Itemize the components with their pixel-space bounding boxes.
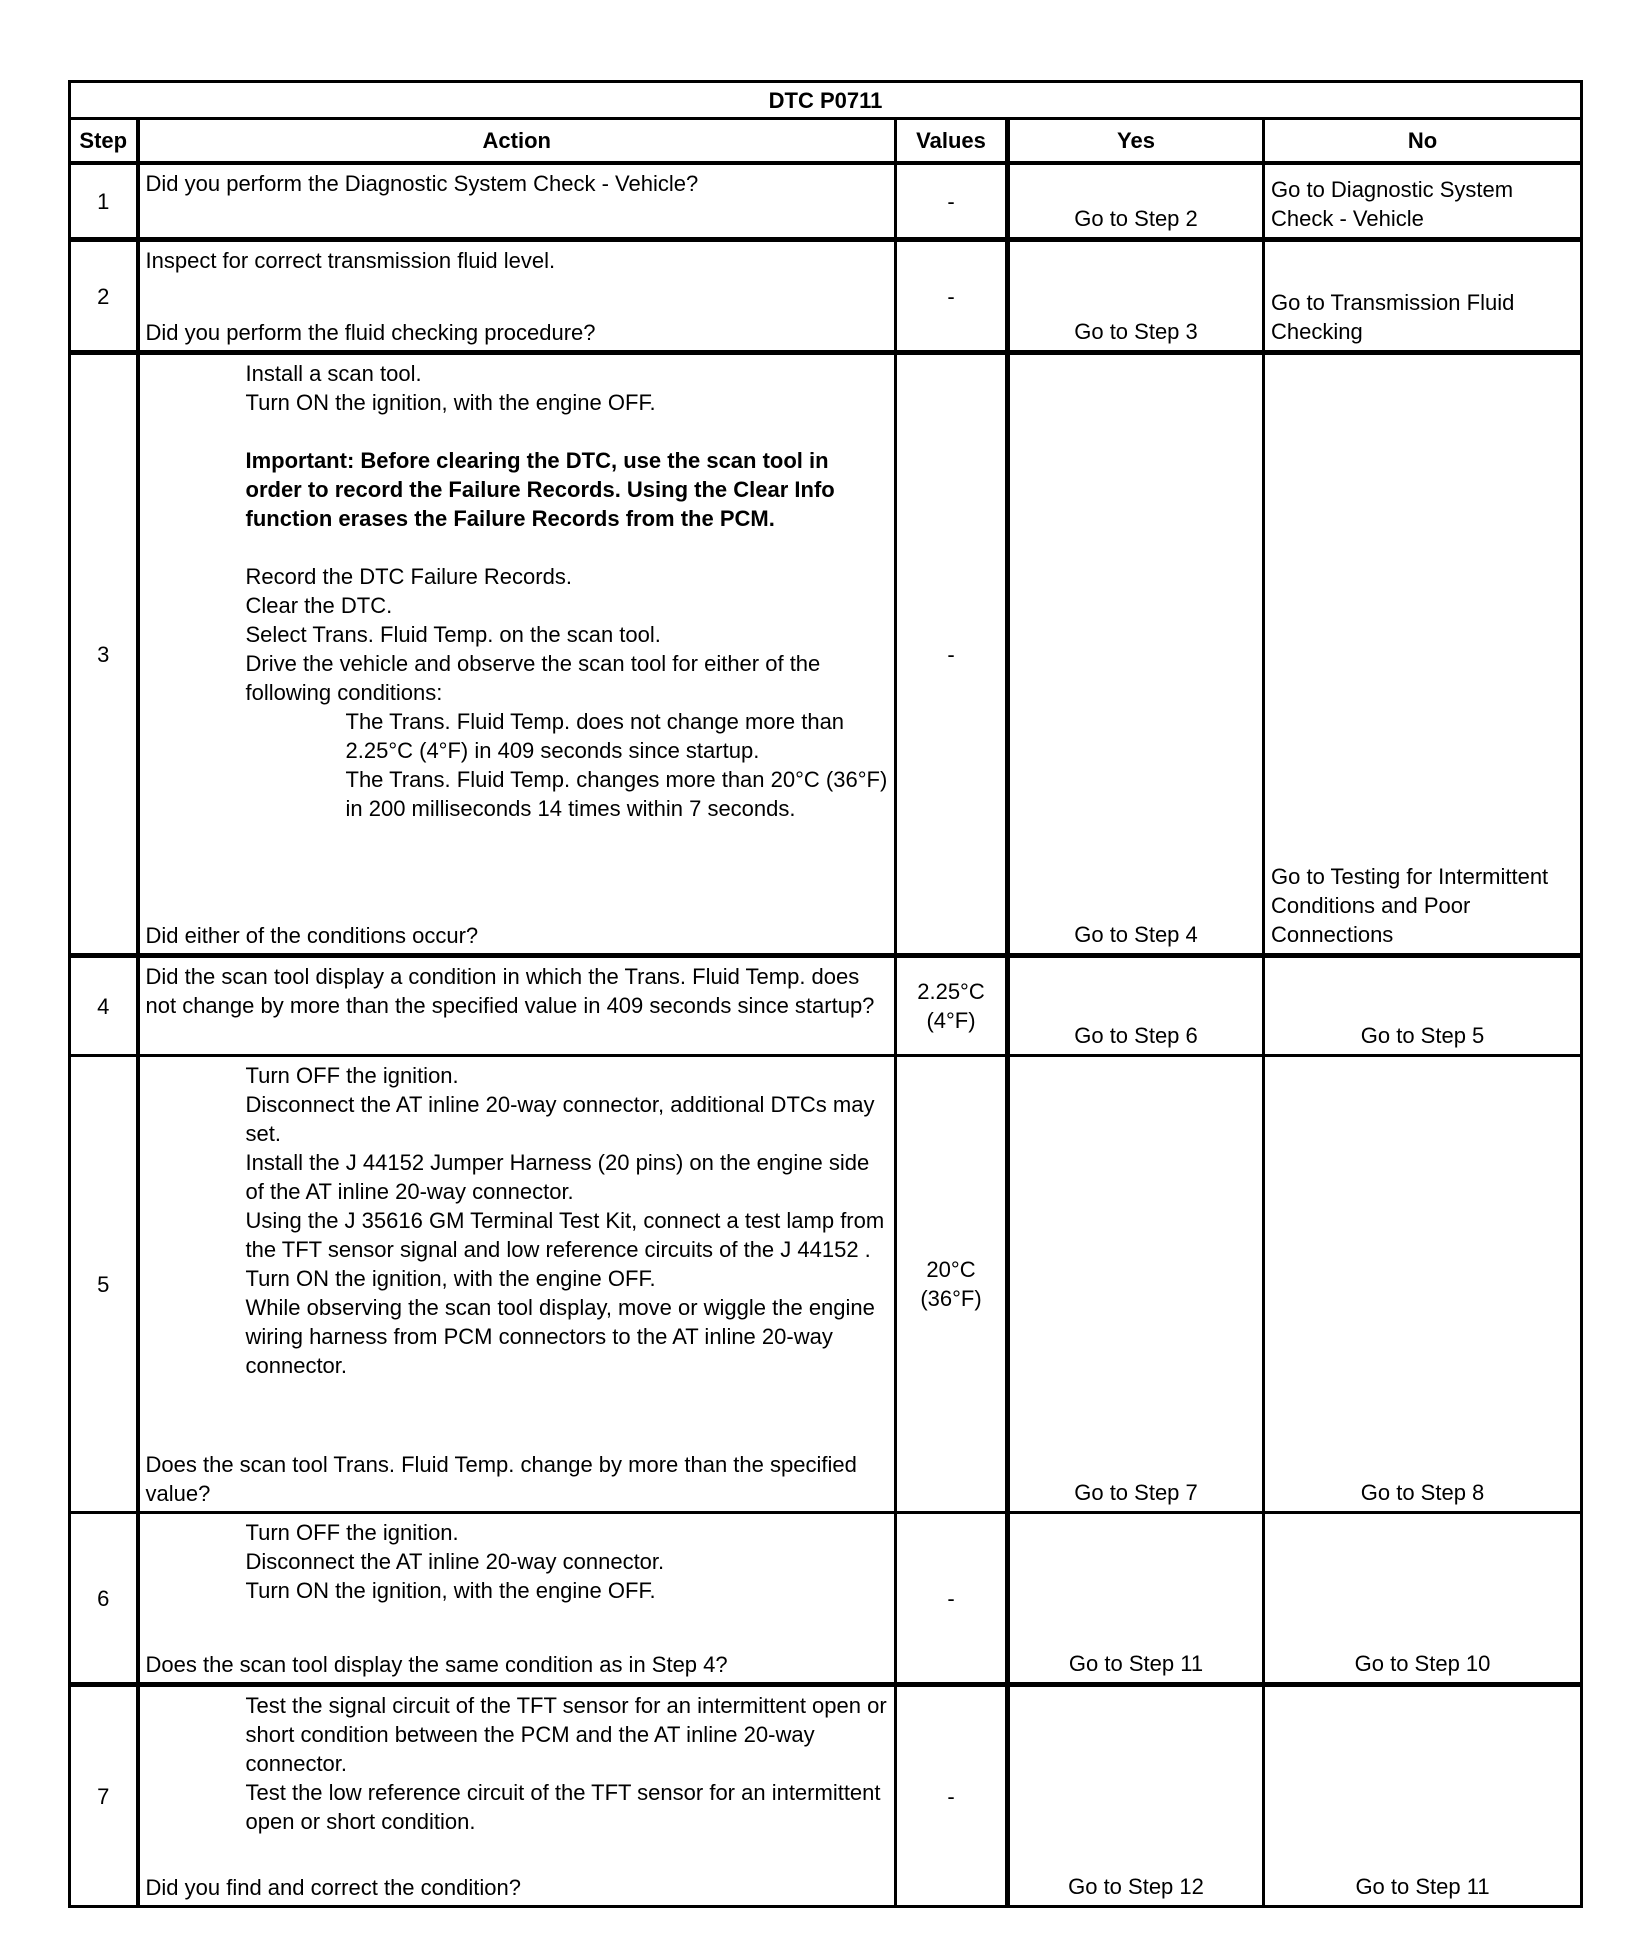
value-cell: - [896, 353, 1008, 956]
table-row [70, 1685, 1582, 1907]
header-row [70, 119, 1582, 164]
no-cell: Go to Step 11 [1264, 1685, 1582, 1907]
instruction: Clear the DTC. [245, 593, 393, 618]
action-cell [138, 1513, 896, 1685]
action-text: Did you perform the Diagnostic System Check - Vehicle? [145, 171, 699, 196]
header-yes: Yes [1008, 119, 1264, 164]
value-cell [896, 1056, 1008, 1513]
instruction: Using the J 35616 GM Terminal Test Kit, connect a test lamp from the TFT sensor signal and low reference circuits of the J 44152 . [245, 1208, 885, 1262]
action-cell [138, 1056, 896, 1513]
yes-cell: Go to Step 7 [1008, 1056, 1264, 1513]
yes-cell: Go to Step 4 [1008, 353, 1264, 956]
table-row [70, 163, 1582, 240]
instruction: Turn OFF the ignition. [245, 1520, 459, 1545]
value-line: (4°F) [926, 1008, 976, 1033]
header-values: Values [896, 119, 1008, 164]
no-cell: Go to Step 5 [1264, 956, 1582, 1056]
action-text: Did the scan tool display a condition in which the Trans. Fluid Temp. does not change by more than the specified value in 409 seconds since startup? [145, 964, 875, 1018]
action-cell [138, 240, 896, 353]
yes-cell: Go to Step 11 [1008, 1513, 1264, 1685]
step-number: 2 [70, 240, 138, 353]
instruction: Turn ON the ignition, with the engine OFF. [245, 1578, 656, 1603]
instruction: Select Trans. Fluid Temp. on the scan tool. [245, 622, 661, 647]
no-cell: Go to Step 10 [1264, 1513, 1582, 1685]
table-row [70, 1513, 1582, 1685]
instruction: Record the DTC Failure Records. [245, 564, 572, 589]
action-question: Did you find and correct the condition? [145, 1875, 521, 1900]
instruction: Turn ON the ignition, with the engine OFF. [245, 390, 656, 415]
step-number: 1 [70, 163, 138, 240]
yes-cell: Go to Step 3 [1008, 240, 1264, 353]
table-row [70, 956, 1582, 1056]
action-cell [138, 353, 896, 956]
instruction: Test the low reference circuit of the TFT sensor for an intermittent open or short condition. [245, 1780, 881, 1834]
instruction: Drive the vehicle and observe the scan tool for either of the following conditions: [245, 651, 821, 705]
yes-cell: Go to Step 12 [1008, 1685, 1264, 1907]
value-line: 2.25°C [917, 979, 985, 1004]
value-cell: - [896, 1513, 1008, 1685]
action-text: Inspect for correct transmission fluid level. [145, 248, 556, 273]
header-step: Step [70, 119, 138, 164]
action-cell [138, 1685, 896, 1907]
condition: The Trans. Fluid Temp. changes more than 20°C (36°F) in 200 milliseconds 14 times within 7 seconds. [345, 767, 888, 821]
no-cell: Go to Diagnostic System Check - Vehicle [1264, 163, 1582, 240]
instruction: Turn OFF the ignition. [245, 1063, 459, 1088]
table-row [70, 1056, 1582, 1513]
instruction: Disconnect the AT inline 20-way connector, additional DTCs may set. [245, 1092, 875, 1146]
table-row [70, 240, 1582, 353]
instruction: Turn ON the ignition, with the engine OFF. [245, 1266, 656, 1291]
instruction: While observing the scan tool display, move or wiggle the engine wiring harness from PCM connectors to the AT inline 20-way connector. [245, 1295, 875, 1378]
table-title: DTC P0711 [70, 82, 1582, 119]
value-line: (36°F) [920, 1286, 982, 1311]
value-line: 20°C [926, 1257, 976, 1282]
value-cell: - [896, 1685, 1008, 1907]
action-cell [138, 163, 896, 240]
header-no: No [1264, 119, 1582, 164]
step-number: 7 [70, 1685, 138, 1907]
condition: The Trans. Fluid Temp. does not change more than 2.25°C (4°F) in 409 seconds since startup. [345, 709, 845, 763]
action-question: Did you perform the fluid checking procedure? [145, 320, 596, 345]
value-cell: - [896, 163, 1008, 240]
instruction: Install the J 44152 Jumper Harness (20 pins) on the engine side of the AT inline 20-way connector. [245, 1150, 870, 1204]
header-action: Action [138, 119, 896, 164]
important-note: Important: Before clearing the DTC, use the scan tool in order to record the Failure Records. Using the Clear Info function erases the Failure Records from the PCM. [245, 448, 835, 531]
table-row [70, 353, 1582, 956]
instruction: Disconnect the AT inline 20-way connector. [245, 1549, 665, 1574]
no-cell: Go to Step 8 [1264, 1056, 1582, 1513]
step-number: 3 [70, 353, 138, 956]
yes-cell: Go to Step 2 [1008, 163, 1264, 240]
action-cell [138, 956, 896, 1056]
value-cell: - [896, 240, 1008, 353]
step-number: 4 [70, 956, 138, 1056]
diagnostic-table [68, 80, 1583, 1908]
instruction: Install a scan tool. [245, 361, 422, 386]
action-question: Does the scan tool Trans. Fluid Temp. change by more than the specified value? [145, 1452, 857, 1506]
yes-cell: Go to Step 6 [1008, 956, 1264, 1056]
step-number: 6 [70, 1513, 138, 1685]
no-cell: Go to Transmission Fluid Checking [1264, 240, 1582, 353]
value-cell [896, 956, 1008, 1056]
no-cell: Go to Testing for Intermittent Conditions and Poor Connections [1264, 353, 1582, 956]
instruction: Test the signal circuit of the TFT sensor for an intermittent open or short condition between the PCM and the AT inline 20-way connector. [245, 1693, 887, 1776]
step-number: 5 [70, 1056, 138, 1513]
action-question: Did either of the conditions occur? [145, 923, 479, 948]
action-question: Does the scan tool display the same condition as in Step 4? [145, 1652, 728, 1677]
diagnostic-table-sheet [68, 80, 1580, 1908]
